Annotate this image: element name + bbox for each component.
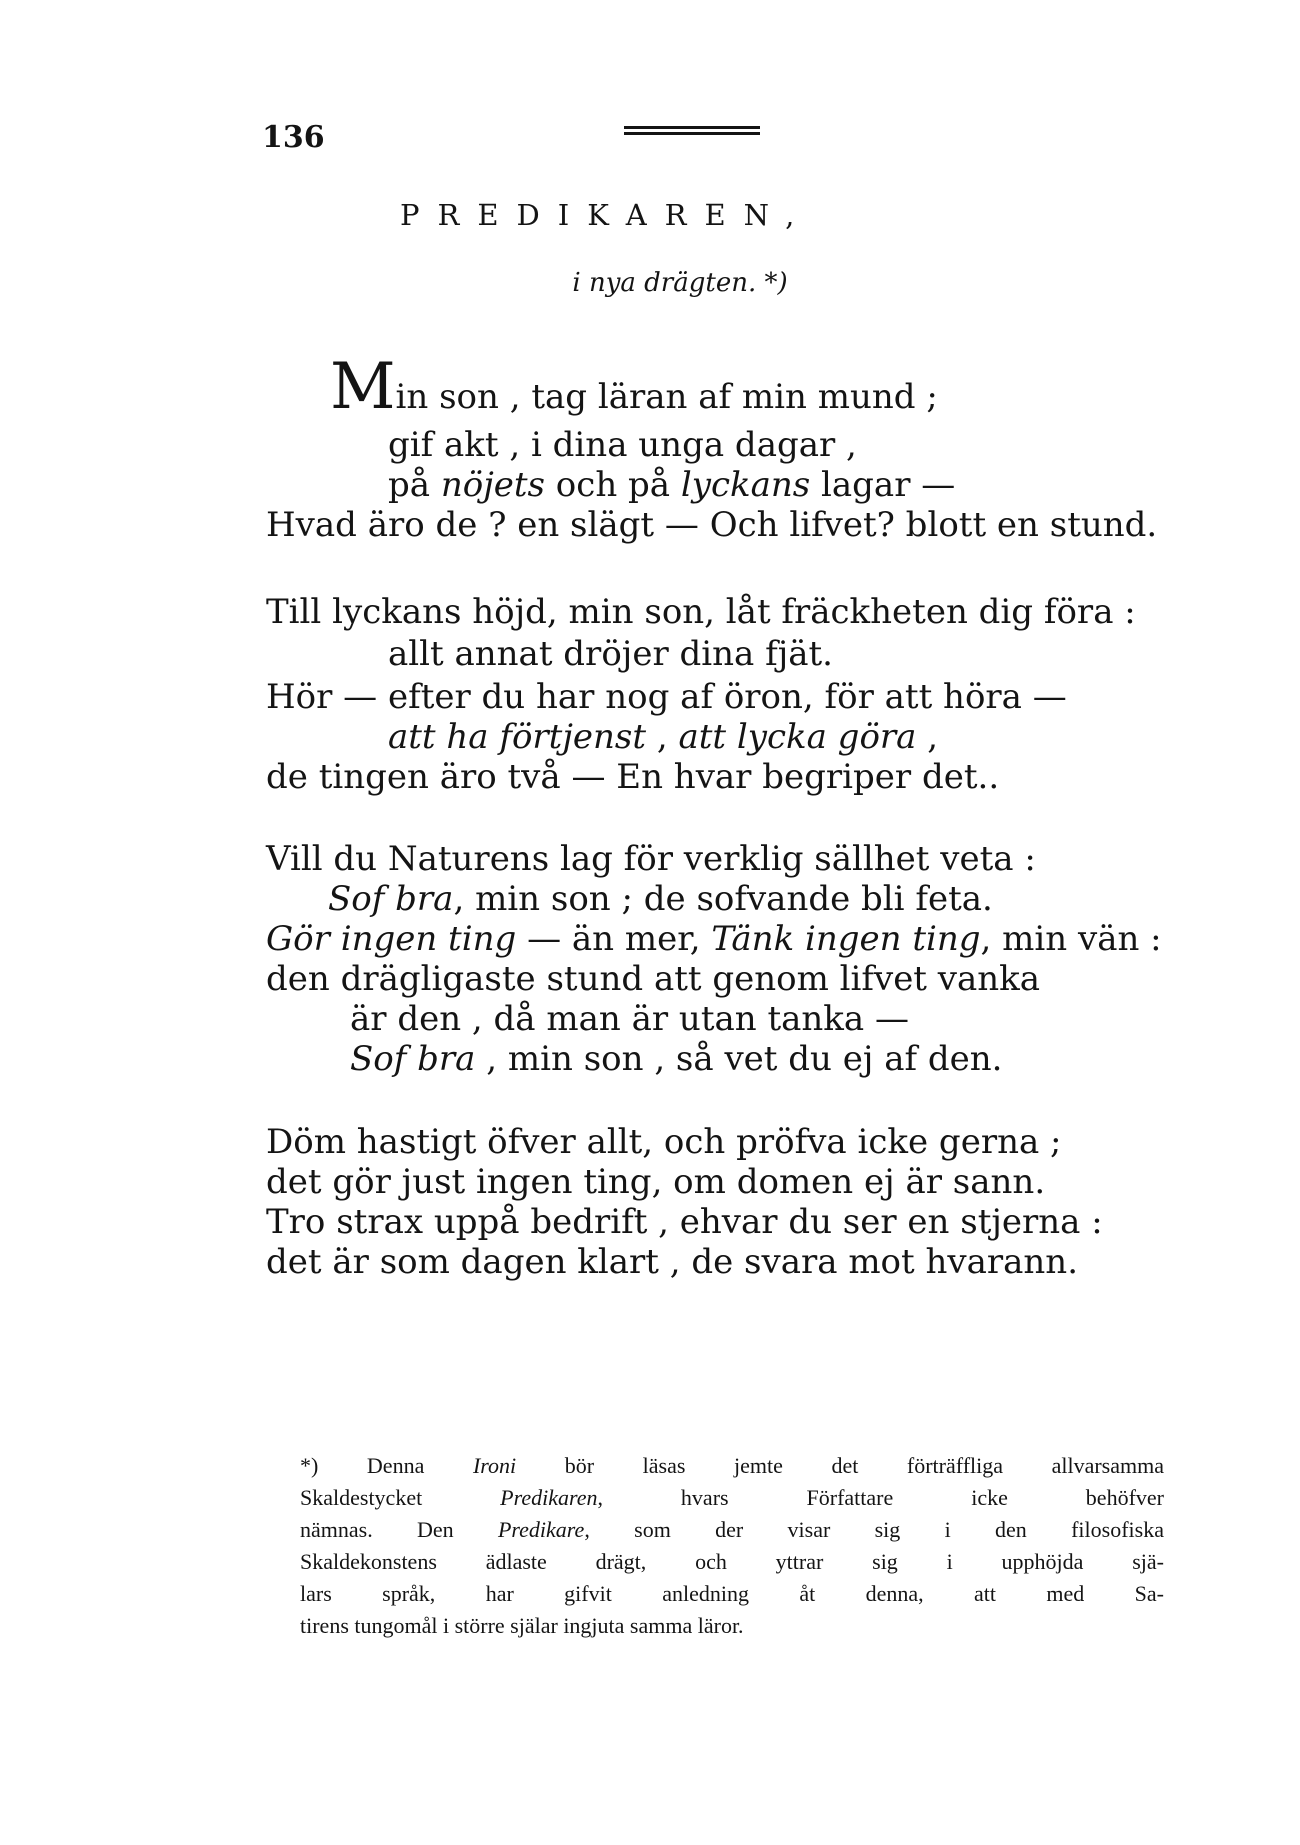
italic-phrase: att ha förtjenst [388,717,647,757]
poem-line: de tingen äro två — En hvar begriper det.. [266,757,1000,797]
page-number: 136 [262,120,325,155]
italic-phrase: att lycka göra [678,717,917,757]
line-text: — än mer, [516,919,712,959]
poem-line: gif akt , i dina unga dagar , [388,425,857,465]
footnote-line [300,1546,1164,1578]
footnote-text: , som der visar sig i den filosofiska [584,1517,1164,1542]
poem-line: det är som dagen klart , de svara mot hvarann. [266,1242,1078,1282]
line-text: , [916,717,939,757]
footnote-line [300,1482,1164,1514]
poem-line: Döm hastigt öfver allt, och pröfva icke gerna ; [266,1122,1062,1162]
footnote-line [300,1514,1164,1546]
poem-line [350,1039,1003,1079]
footnote-text: *) Denna [300,1453,473,1478]
footnote [300,1450,1164,1642]
poem-title: PREDIKAREN, [400,198,813,232]
italic-phrase: Sof bra [328,879,454,919]
line-text: in son , tag läran af min mund ; [395,377,938,417]
poem-line [266,919,1162,959]
poem-line: Hvad äro de ? en slägt — Och lifvet? blott en stund. [266,505,1158,545]
poem-subtitle: i nya drägten. *) [572,268,788,298]
line-text: och på [545,465,681,505]
poem-line [388,717,939,757]
poem-line [388,465,956,505]
line-text: lagar — [810,465,956,505]
poem-line: är den , då man är utan tanka — [350,999,909,1039]
footnote-text: bör läsas jemte det förträffliga allvarsamma [516,1453,1164,1478]
italic-phrase: Ironi [472,1453,517,1478]
italic-phrase: Sof bra [350,1039,476,1079]
drop-cap: M [330,350,396,424]
line-text: , min son , så vet du ej af den. [475,1039,1003,1079]
italic-phrase: nöjets [440,465,545,505]
footnote-text: Skaldekonstens ädlaste drägt, och yttrar sig i upphöjda sjä- [300,1549,1164,1574]
header-rule [624,126,760,138]
footnote-line [300,1578,1164,1610]
italic-phrase: Gör ingen ting [266,919,517,959]
poem-line: Till lyckans höjd, min son, låt fräckheten dig föra : [266,592,1136,632]
line-text: , min son ; de sofvande bli feta. [453,879,993,919]
poem-line [330,350,938,424]
footnote-text: lars språk, har gifvit anledning åt denna, att med Sa- [300,1581,1164,1606]
italic-phrase: Predikaren [500,1485,598,1510]
footnote-text: Skaldestycket [300,1485,501,1510]
footnote-line [300,1610,1164,1642]
poem-line [328,879,993,919]
footnote-text: nämnas. Den [300,1517,498,1542]
footnote-text: , hvars Författare icke behöfver [597,1485,1164,1510]
italic-phrase: lyckans [680,465,811,505]
italic-phrase: Predikare [497,1517,585,1542]
footnote-text: tirens tungomål i större själar ingjuta samma läror. [300,1613,744,1638]
poem-line: Hör — efter du har nog af öron, för att höra — [266,677,1067,717]
footnote-line [300,1450,1164,1482]
line-text: , [646,717,679,757]
poem-line: det gör just ingen ting, om domen ej är sann. [266,1162,1046,1202]
line-text: på [388,465,441,505]
italic-phrase: Tänk ingen ting [711,919,981,959]
poem-line: Vill du Naturens lag för verklig sällhet veta : [266,839,1036,879]
poem-line: allt annat dröjer dina fjät. [388,634,833,674]
line-text: , min vän : [980,919,1162,959]
poem-line: Tro strax uppå bedrift , ehvar du ser en stjerna : [266,1202,1103,1242]
poem-line: den drägligaste stund att genom lifvet vanka [266,959,1041,999]
